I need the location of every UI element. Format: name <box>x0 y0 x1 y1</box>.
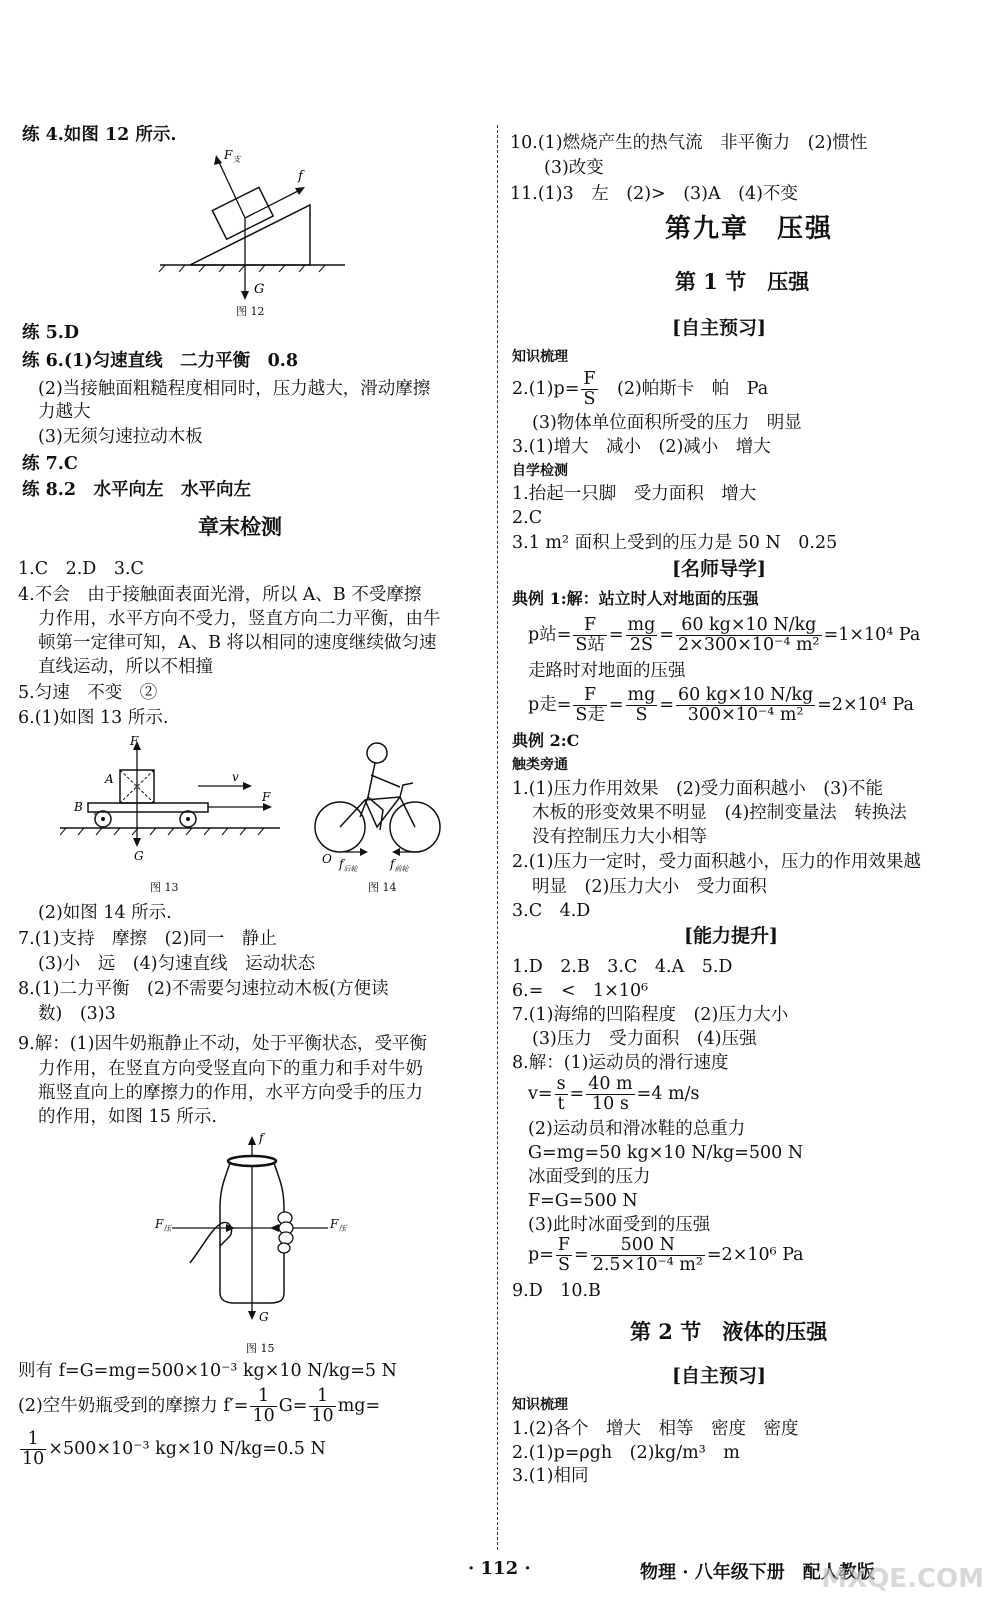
text-line: 10.(1)燃烧产生的热气流 非平衡力 (2)惯性 <box>510 133 868 153</box>
equation-2: p走= $\frac{F}{\text{S走}}$ = $\frac{mg}{S}$ = $\frac{60 kg\times 10 N/kg}{\text{300×10⁻⁴ m²}}$ =2×10⁴ Pa <box>528 685 914 725</box>
text-line: 力作用，水平方向不受力，竖直方向二力平衡，由牛 <box>38 609 441 629</box>
figure-12 <box>150 145 350 315</box>
text-line: 6.= < 1×10⁶ <box>512 981 649 1001</box>
section-heading: 第 1 节 压强 <box>675 269 810 294</box>
text-line: (2)当接触面粗糙程度相同时，压力越大，滑动摩擦 <box>38 379 431 399</box>
text-line: 1.D 2.B 3.C 4.A 5.D <box>512 957 733 977</box>
fraction: $\frac{1}{10}$ <box>252 1386 275 1426</box>
section-heading: 第 2 节 液体的压强 <box>630 1319 828 1344</box>
text-line: 木板的形变效果不明显 (4)控制变量法 转换法 <box>532 803 907 823</box>
text-line: 练 8.2 水平向左 水平向左 <box>22 480 252 500</box>
text-line: 1.C 2.D 3.C <box>18 559 144 579</box>
fig14-label-f-rear: $f_{后轮}$ <box>339 857 358 873</box>
fig13-label-G: G <box>134 849 144 863</box>
text-line: 1.(1)压力作用效果 (2)受力面积越小 (3)不能 <box>512 779 884 799</box>
subsection-tag: [自主预习] <box>672 317 766 339</box>
text-line: 9.解：(1)因牛奶瓶静止不动，处于平衡状态，受平衡 <box>18 1034 427 1054</box>
figure-13 <box>60 735 285 875</box>
text-line: 7.(1)支持 摩擦 (2)同一 静止 <box>18 929 277 949</box>
fig12-label-f: f <box>298 169 303 184</box>
text-line: 4.不会 由于接触面表面光滑，所以 A、B 不受摩擦 <box>18 585 422 605</box>
watermark: MXQE.COM <box>821 1564 984 1594</box>
text-line: 3.C 4.D <box>512 901 591 921</box>
figure-14 <box>305 735 450 875</box>
text-line: 走路时对地面的压强 <box>528 661 686 681</box>
text-line: 6.(1)如图 13 所示. <box>18 708 169 728</box>
text-segment: ×500×10⁻³ kg×10 N/kg=0.5 N <box>48 1439 326 1459</box>
text-line: 3.(1)相同 <box>512 1466 589 1486</box>
text-segment: G= <box>278 1396 308 1416</box>
text-line: 2.(1)压力一定时，受力面积越小，压力的作用效果越 <box>512 852 921 872</box>
fig15-label-f: f <box>259 1131 264 1145</box>
text-line: 1.(2)各个 增大 相等 密度 密度 <box>512 1419 799 1439</box>
text-segment: (2)帕斯卡 帕 Pa <box>617 379 769 399</box>
text-line: 5.匀速 不变 ② <box>18 683 158 703</box>
text-segment: mg= <box>337 1396 381 1416</box>
figure-12-caption: 图 12 <box>236 305 265 318</box>
text-line: (3)改变 <box>544 158 604 178</box>
text-line: 则有 f=G=mg=500×10⁻³ kg×10 N/kg=5 N <box>18 1361 397 1381</box>
text-line: 9.D 10.B <box>512 1281 601 1301</box>
equation-3: v= $\frac{s}{t}$ = $\frac{40 m}{10 s}$ =4 m/s <box>528 1074 700 1114</box>
text-line: (3)物体单位面积所受的压力 明显 <box>532 413 802 433</box>
text-line: 明显 (2)压力大小 受力面积 <box>532 877 767 897</box>
text-line-fraction <box>18 1430 326 1469</box>
subsection-tag: [名师导学] <box>672 558 766 580</box>
text-line: 11.(1)3 左 (2)> (3)A (4)不变 <box>510 184 798 204</box>
text-segment: (2)空牛奶瓶受到的摩擦力 f′= <box>18 1396 249 1416</box>
fig13-label-v: v <box>232 770 239 784</box>
text-line: (3)此时冰面受到的压强 <box>528 1215 711 1235</box>
text-line: (2)运动员和滑冰鞋的总重力 <box>528 1119 746 1139</box>
fig14-label-f-front: $f_{前轮}$ <box>390 857 409 873</box>
fig13-label-B: B <box>74 800 83 814</box>
fig13-label-F-up: F <box>130 735 139 748</box>
figure-15-caption: 图 15 <box>246 1342 275 1355</box>
figure-13-caption: 图 13 <box>150 881 179 894</box>
text-line: 的作用，如图 15 所示. <box>38 1107 217 1127</box>
text-line: F=G=500 N <box>528 1191 638 1211</box>
fraction: $\frac{F}{S}$ <box>583 369 596 409</box>
text-line: 直线运动，所以不相撞 <box>38 657 213 677</box>
text-line: (2)如图 14 所示. <box>38 903 172 923</box>
figure-15 <box>150 1128 370 1328</box>
figure-14-caption: 图 14 <box>368 881 397 894</box>
text-line: 3.(1)增大 减小 (2)减小 增大 <box>512 437 771 457</box>
equation-4: p= $\frac{F}{S}$ = $\frac{500 N}{\text{2.5×10⁻⁴ m²}}$ =2×10⁶ Pa <box>528 1235 804 1275</box>
text-line: 8.(1)二力平衡 (2)不需要匀速拉动木板(方便读 <box>18 979 389 999</box>
text-line: G=mg=50 kg×10 N/kg=500 N <box>528 1143 804 1163</box>
chapter-heading: 第九章 压强 <box>665 214 834 244</box>
subheading: 知识梳理 <box>512 349 568 365</box>
fig15-label-G: G <box>259 1310 269 1324</box>
text-line: (3)无须匀速拉动木板 <box>38 427 203 447</box>
subheading: 知识梳理 <box>512 1397 568 1413</box>
subsection-tag: [自主预习] <box>672 1365 766 1387</box>
text-line: 练 7.C <box>22 454 78 474</box>
text-line: 练 6.(1)匀速直线 二力平衡 0.8 <box>22 351 299 371</box>
equation-1: p站= $\frac{F}{\text{S站}}$ = $\frac{mg}{2S}$ = $\frac{60 kg\times 10 N/kg}{\text{2×300×10⁻⁴ m²}}$ =1×10⁴ Pa <box>528 615 921 655</box>
fig13-label-F-right: F <box>262 790 271 804</box>
text-line: 力作用，在竖直方向受竖直向下的重力和手对牛奶 <box>38 1059 423 1079</box>
text-line: 8.解：(1)运动员的滑行速度 <box>512 1053 729 1073</box>
text-line: 2.C <box>512 508 543 528</box>
text-line: 力越大 <box>38 402 91 422</box>
text-line-fraction <box>512 370 768 409</box>
fig14-label-O: O <box>322 852 332 866</box>
fig15-label-F-press-left: $F_压$ <box>155 1217 172 1233</box>
text-line: 练 4.如图 12 所示. <box>22 125 177 145</box>
text-line: 1.抬起一只脚 受力面积 增大 <box>512 484 757 504</box>
text-line: 7.(1)海绵的凹陷程度 (2)压力大小 <box>512 1005 789 1025</box>
subsection-tag: [能力提升] <box>684 925 778 947</box>
fig15-label-F-press-right: $F_压$ <box>330 1217 347 1233</box>
column-divider <box>497 125 499 1550</box>
text-line-fraction <box>18 1387 380 1426</box>
subheading: 触类旁通 <box>512 757 568 773</box>
fraction: $\frac{1}{10}$ <box>22 1429 45 1469</box>
text-line: 瓶竖直向上的摩擦力的作用，水平方向受手的压力 <box>38 1083 423 1103</box>
text-segment: 2.(1)p= <box>512 379 580 399</box>
text-line: 顿第一定律可知，A、B 将以相同的速度继续做匀速 <box>38 633 437 653</box>
text-line: 没有控制压力大小相等 <box>532 827 707 847</box>
fig12-label-f-support: $F_支$ <box>224 148 241 164</box>
page-number: · 112 · <box>468 1558 531 1579</box>
subheading: 自学检测 <box>512 463 568 479</box>
section-heading: 章末检测 <box>198 514 282 539</box>
fig12-label-g: G <box>254 282 265 297</box>
book-title: 物理 · 八年级下册 配人教版 <box>640 1562 875 1583</box>
text-line: 3.1 m² 面积上受到的压力是 50 N 0.25 <box>512 533 838 553</box>
text-line: 冰面受到的压力 <box>528 1167 651 1187</box>
text-line: 典例 2:C <box>512 731 580 750</box>
text-line: 数) (3)3 <box>38 1004 116 1024</box>
fraction: $\frac{1}{10}$ <box>311 1386 334 1426</box>
text-line: (3)小 远 (4)匀速直线 运动状态 <box>38 954 316 974</box>
text-line: 典例 1:解：站立时人对地面的压强 <box>512 589 759 608</box>
text-line: 练 5.D <box>22 323 80 343</box>
text-line: (3)压力 受力面积 (4)压强 <box>532 1029 757 1049</box>
text-line: 2.(1)p=ρgh (2)kg/m³ m <box>512 1443 740 1463</box>
fig13-label-A: A <box>105 772 114 786</box>
